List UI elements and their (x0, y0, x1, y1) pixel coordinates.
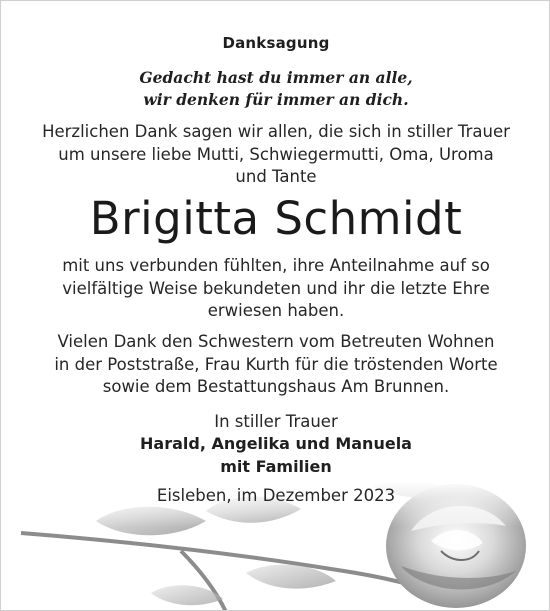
intro-text (1, 121, 550, 189)
heading: Danksagung (222, 34, 330, 52)
thanks-text (1, 331, 550, 399)
thanks-line: Vielen Dank den Schwestern vom Betreuten Wohnen (57, 332, 495, 351)
middle-line: vielfältige Weise bekundeten und ihr die letzte Ehre (62, 278, 490, 298)
motto (1, 67, 550, 111)
mourning-line: In stiller Trauer (214, 412, 338, 431)
thanks-line: in der Poststraße, Frau Kurth für die tröstenden Worte (54, 354, 498, 374)
place-date: Eisleben, im Dezember 2023 (156, 486, 396, 505)
signer-line: Harald, Angelika und Manuela (140, 434, 412, 453)
signer-line: mit Familien (220, 456, 332, 476)
deceased-name: Brigitta Schmidt (89, 192, 463, 245)
middle-line: mit uns verbunden fühlten, ihre Anteilnahme auf so (62, 256, 490, 275)
intro-line: und Tante (235, 167, 317, 186)
intro-line: um unsere liebe Mutti, Schwiegermutti, Oma, Uroma (58, 144, 494, 164)
motto-line: Gedacht hast du immer an alle, (139, 68, 413, 87)
signers (1, 433, 550, 478)
thanks-line: sowie dem Bestattungshaus Am Brunnen. (102, 377, 450, 396)
middle-line: erwiesen haben. (207, 301, 345, 320)
middle-text (1, 255, 550, 323)
intro-line: Herzlichen Dank sagen wir allen, die sich in stiller Trauer (42, 122, 510, 141)
motto-line: wir denken für immer an dich. (143, 90, 409, 109)
